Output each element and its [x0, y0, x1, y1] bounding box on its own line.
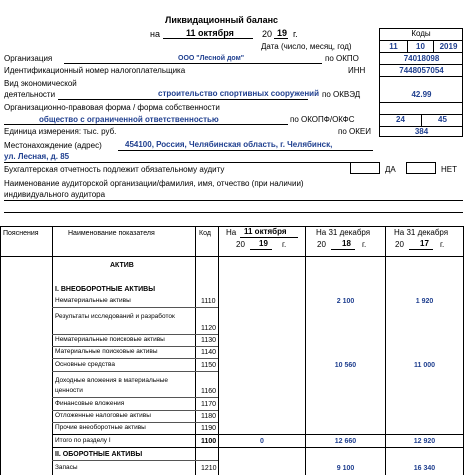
okopf-value: 24 [396, 115, 405, 124]
header-notes: Пояснения [3, 230, 39, 237]
section-1-title: I. ВНЕОБОРОТНЫЕ АКТИВЫ [55, 286, 156, 293]
codes-title: Коды [411, 29, 431, 38]
aktiv-title: АКТИВ [110, 262, 134, 269]
audit-no-label: НЕТ [441, 165, 457, 174]
header-name: Наименование показателя [68, 230, 155, 237]
header-code: Код [199, 230, 211, 237]
code-month: 10 [416, 42, 425, 51]
okpo-value: 74018098 [403, 54, 440, 63]
audit-no-box[interactable] [406, 162, 436, 174]
code-year: 2019 [439, 42, 458, 51]
unit-label: Единица измерения: тыс. руб. [4, 127, 117, 136]
code-day: 11 [389, 42, 398, 51]
section-2-title: II. ОБОРОТНЫЕ АКТИВЫ [55, 451, 143, 458]
org-value: ООО "Лесной дом" [178, 55, 245, 62]
form-title: Ликвидационный баланс [165, 15, 279, 25]
okved-label: по ОКВЭД [322, 90, 361, 99]
okfs-value: 45 [438, 115, 447, 124]
activity-label-1: Вид экономической [4, 79, 77, 88]
inn-code-label: ИНН [348, 66, 366, 75]
auditor-label-2: индивидуального аудитора [4, 190, 106, 199]
okpo-label: по ОКПО [325, 54, 359, 63]
activity-value: строительство спортивных сооружений [158, 89, 319, 98]
audit-yes-box[interactable] [350, 162, 380, 174]
address-line-1: 454100, Россия, Челябинская область, г. Челябинск, [125, 140, 333, 149]
date-g: г. [293, 29, 298, 39]
address-label: Местонахождение (адрес) [4, 141, 102, 150]
okved-value: 42.99 [411, 90, 432, 99]
date-year: 19 [277, 28, 288, 38]
org-label: Организация [4, 54, 53, 63]
okei-label: по ОКЕИ [338, 127, 371, 136]
date-label: Дата (число, месяц, год) [261, 42, 352, 51]
legal-form-label: Организационно-правовая форма / форма собственности [4, 103, 220, 112]
okopf-label: по ОКОПФ/ОКФС [290, 115, 355, 124]
date-na: на [150, 29, 160, 39]
activity-label-2: деятельности [4, 90, 56, 99]
date-century: 20 [262, 29, 273, 39]
inn-value: 7448057054 [399, 66, 444, 75]
audit-label: Бухгалтерская отчетность подлежит обязательному аудиту [4, 165, 225, 174]
inn-label: Идентификационный номер налогоплательщика [4, 66, 186, 75]
legal-form-value: общество с ограниченной ответственностью [39, 115, 219, 124]
auditor-label-1: Наименование аудиторской организации/фамилия, имя, отчество (при наличии) [4, 179, 304, 188]
address-line-2: ул. Лесная, д. 85 [4, 152, 70, 161]
date-day-month: 11 октября [186, 28, 234, 38]
okei-value: 384 [414, 127, 429, 136]
audit-yes-label: ДА [385, 165, 396, 174]
